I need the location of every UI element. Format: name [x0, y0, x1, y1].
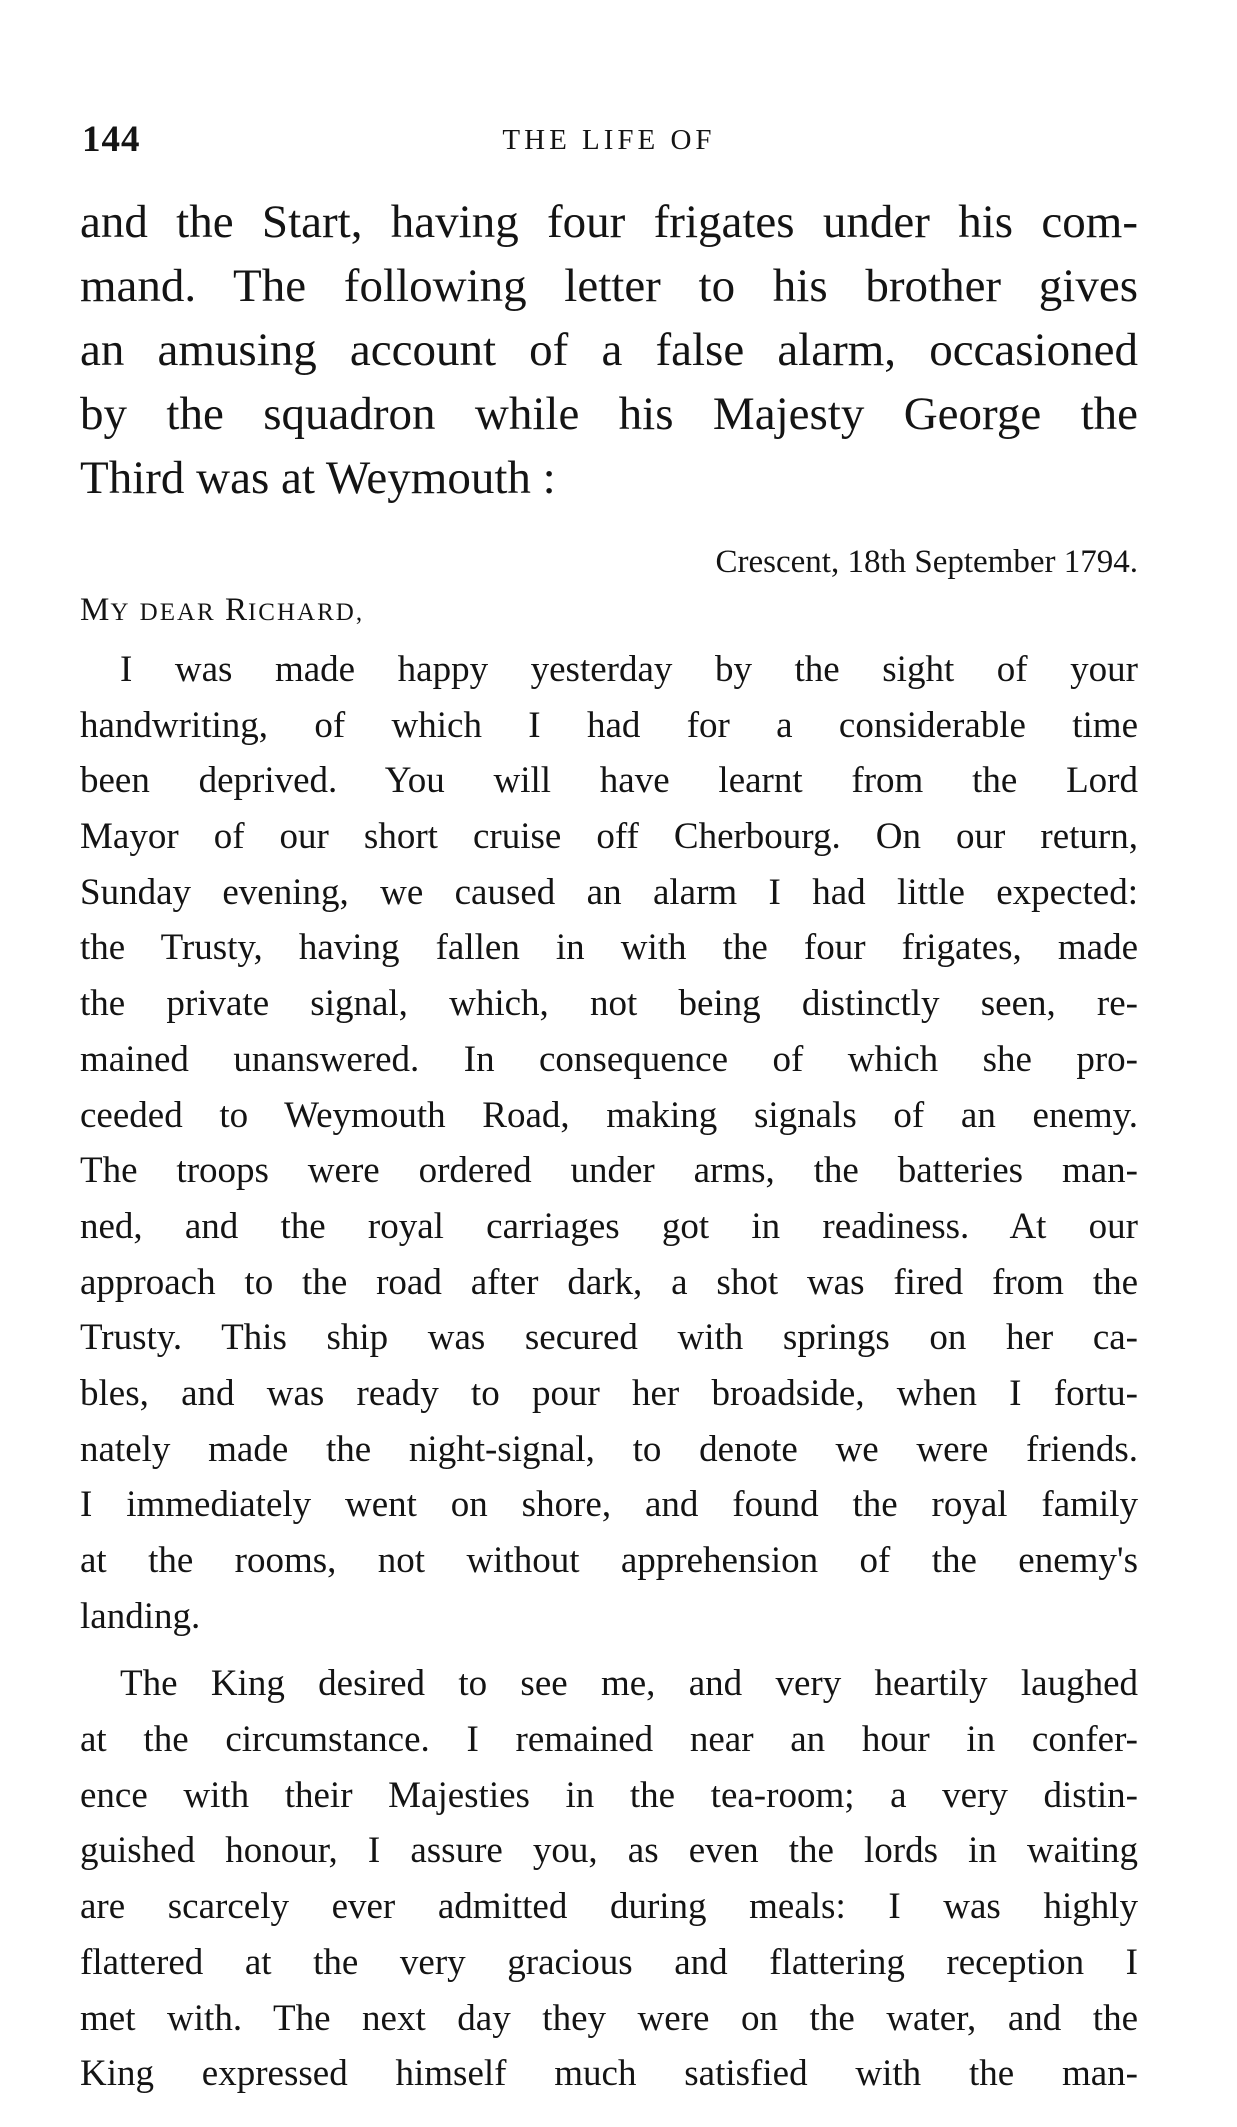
text-line: an amusing account of a false alarm, occasioned — [80, 324, 1138, 376]
salutation-small-caps: Y — [110, 599, 131, 626]
letter-dateline: Crescent, 18th September 1794. — [715, 544, 1138, 580]
text-line: handwriting, of which I had for a considerable time — [80, 704, 1138, 746]
text-line: nately made the night-signal, to denote we were friends. — [80, 1428, 1138, 1470]
text-line: been deprived. You will have learnt from the Lord — [80, 760, 1138, 802]
text-line: I was made happy yesterday by the sight of your — [120, 649, 1138, 690]
text-line: Third was at Weymouth : — [80, 452, 556, 504]
text-line: flattered at the very gracious and flattering reception I — [80, 1941, 1138, 1983]
salutation-small-caps: ICHARD, — [247, 599, 365, 626]
text-line: Sunday evening, we caused an alarm I had little expected: — [80, 871, 1138, 913]
text-line: The King desired to see me, and very heartily laughed — [120, 1663, 1138, 1705]
letter-body — [80, 642, 1138, 2102]
salutation-initial: M — [80, 592, 111, 628]
paragraph-gap — [80, 1644, 1138, 1656]
salutation-initial: R — [224, 592, 248, 628]
text-line: guished honour, I assure you, as even the lords in waiting — [80, 1830, 1138, 1872]
text-line: met with. The next day they were on the water, and the — [80, 1997, 1138, 2039]
intro-paragraph — [80, 190, 1138, 510]
text-line: King expressed himself much satisfied with the man- — [80, 2053, 1138, 2095]
text-line: the Trusty, having fallen in with the four frigates, made — [80, 927, 1138, 969]
text-line: mand. The following letter to his brother gives — [80, 260, 1138, 312]
text-line: are scarcely ever admitted during meals: I was highly — [80, 1886, 1138, 1928]
page-number: 144 — [82, 119, 141, 160]
text-line: at the rooms, not without apprehension of the enemy's — [80, 1540, 1138, 1581]
text-line: Mayor of our short cruise off Cherbourg. On our return, — [80, 816, 1138, 858]
text-line: mained unanswered. In consequence of which she pro- — [80, 1038, 1138, 1080]
text-line: the private signal, which, not being distinctly seen, re- — [80, 983, 1138, 1025]
text-line: ned, and the royal carriages got in readiness. At our — [80, 1205, 1138, 1247]
letter-salutation — [80, 588, 364, 635]
text-line: The troops were ordered under arms, the batteries man- — [80, 1150, 1138, 1192]
text-line: by the squadron while his Majesty George the — [80, 388, 1138, 440]
text-line: landing. — [80, 1595, 201, 1637]
text-line: at the circumstance. I remained near an hour in confer- — [80, 1719, 1138, 1761]
text-line: I immediately went on shore, and found the royal family — [80, 1484, 1138, 1526]
text-line: approach to the road after dark, a shot was fired from the — [80, 1261, 1138, 1303]
running-head: THE LIFE OF — [502, 124, 716, 156]
text-line: and the Start, having four frigates under his com- — [80, 196, 1138, 248]
text-line: bles, and was ready to pour her broadside, when I fortu- — [80, 1372, 1138, 1414]
salutation-small-caps: DEAR — [139, 599, 216, 626]
page-header — [80, 118, 1138, 158]
text-line: ence with their Majesties in the tea-room; a very distin- — [80, 1774, 1138, 1816]
text-line: Trusty. This ship was secured with springs on her ca- — [80, 1317, 1138, 1359]
text-line: ceeded to Weymouth Road, making signals of an enemy. — [80, 1094, 1138, 1136]
